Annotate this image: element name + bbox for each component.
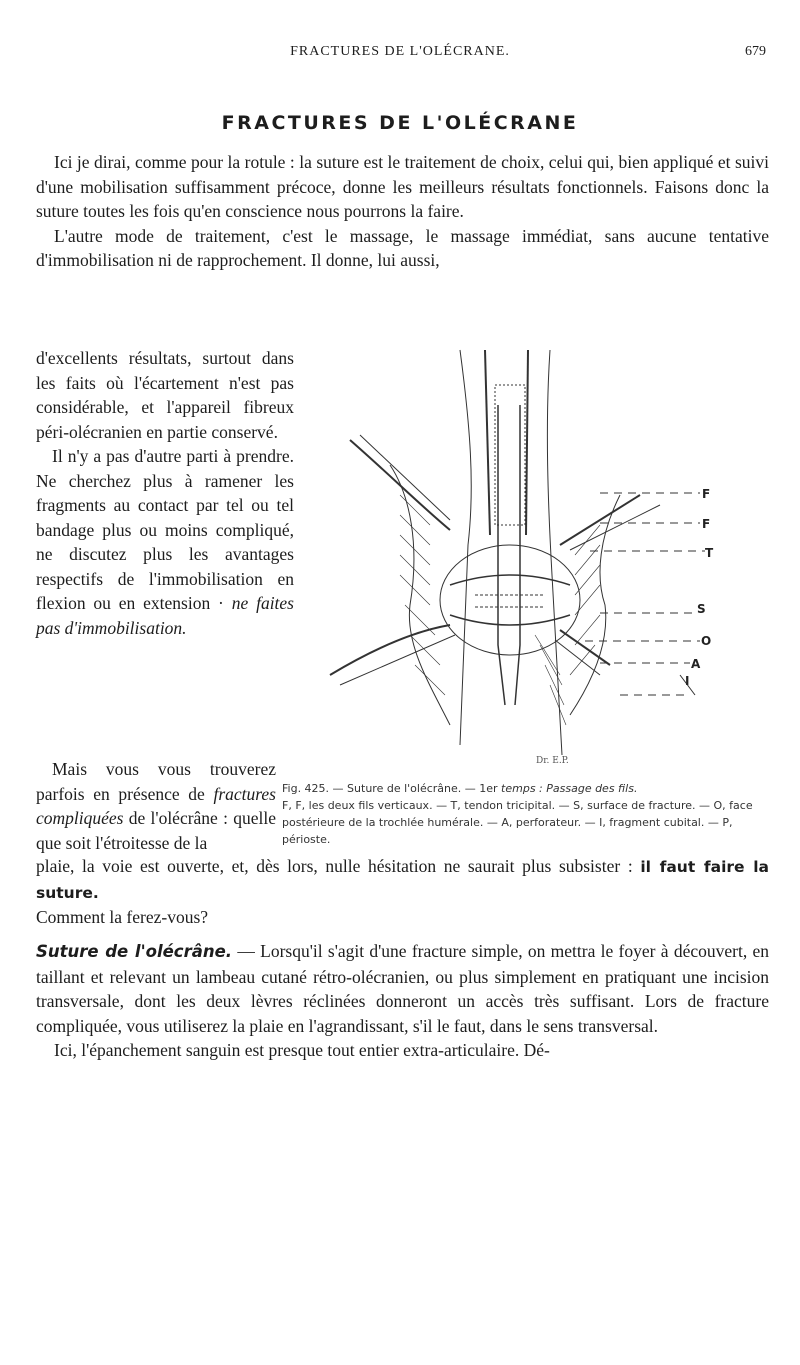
running-header xyxy=(0,44,800,68)
paragraph-4-start xyxy=(36,757,276,855)
running-title: FRACTURES DE L'OLÉCRANE. xyxy=(290,44,510,59)
figure-olecranon-suture xyxy=(300,345,770,775)
paragraph-3-italic: ne faites pas d'immobilisation. xyxy=(36,593,294,638)
paragraph-3 xyxy=(36,444,294,640)
label-f1: F xyxy=(702,487,711,501)
label-a: A xyxy=(691,657,701,671)
wrapped-text-column-2 xyxy=(36,757,276,855)
caption-title-italic: temps : Passage des fils. xyxy=(501,782,638,795)
paragraph-4-italic: fractures compliquées xyxy=(36,783,276,828)
paragraph-1: Ici je dirai, comme pour la rotule : la suture est le traitement de choix, celui qui, bien appliqué et suivi d'une mobilisation suffisamment précoce, donne les meilleurs résultats fonctionnels. Faisons donc la suture toutes les fois qu'en conscience nous pourrons la faire. xyxy=(36,152,769,221)
caption-title xyxy=(282,780,774,797)
intro-paragraphs xyxy=(36,150,769,273)
section-paragraph-2: Ici, l'épanchement sanguin est presque tout entier extra-articulaire. Dé- xyxy=(54,1040,550,1060)
paragraph-2-full: L'autre mode de traitement, c'est le massage, le massage immédiat, sans aucune tentative d'immobilisation ni de rapprochement. Il donne, lui aussi, xyxy=(36,225,769,270)
section-heading: Suture de l'olécrâne. xyxy=(36,942,233,961)
label-t: T xyxy=(705,546,714,560)
paragraph-3-text: Il n'y a pas d'autre parti à prendre. Ne cherchez plus à ramener les fragments au contact par tel ou tel bandage plus ou moins compliqué, ne discutez plus les avantages respectifs de l'immobilisation en flexion ou en extension · xyxy=(36,446,294,613)
paragraph-4-text-a: Mais vous vous trouverez parfois en présence de xyxy=(36,759,276,804)
figure-illustration xyxy=(300,345,770,775)
label-s: S xyxy=(697,602,706,616)
paragraph-4-text-d: Comment la ferez-vous? xyxy=(36,907,209,927)
label-f2: F xyxy=(702,517,711,531)
paragraph-4-text-b: de l'olécrâne : quelle que soit l'étroitesse de la xyxy=(36,808,276,853)
wrapped-text-column xyxy=(36,346,294,640)
label-o: O xyxy=(701,634,712,648)
caption-title-text: — Suture de l'olécrâne. — 1er xyxy=(329,782,502,795)
paragraph-2-wrap: d'excellents résultats, surtout dans les faits où l'écartement n'est pas considérable, et l'appareil fibreux péri-olécranien en partie conservé. xyxy=(36,348,294,442)
caption-fig-number: Fig. 425. xyxy=(282,782,330,795)
section-paragraph-1-text: — Lorsqu'il s'agit d'une fracture simple, on mettra le foyer à découvert, en taillant et relevant un lambeau cutané rétro-olécranien, ou plus simplement en pratiquant une incision transversale, dont les deux lèvres réclinées donneront un accès très suffisant. Lors de fracture compliquée, vous utiliserez la plaie en l'agrandissant, s'il le faut, dans le sens transversal. xyxy=(36,941,769,1036)
paragraph-4-text-c: plaie, la voie est ouverte, et, dès lors, nulle hésitation ne saurait plus subsister : xyxy=(36,856,641,876)
section-paragraph-1 xyxy=(36,939,769,1038)
paragraph-4-end xyxy=(36,854,769,930)
section-suture xyxy=(36,939,769,1063)
figure-caption xyxy=(282,780,774,848)
caption-legend: F, F, les deux fils verticaux. — T, tendon tricipital. — S, surface de fracture. — O, face postérieure de la trochlée humérale. — A, perforateur. — I, fragment cubital. — P, périoste. xyxy=(282,799,753,846)
paragraph-4-continued xyxy=(36,854,769,930)
paragraph-4-bold: il faut faire la suture. xyxy=(36,858,769,902)
page-number: 679 xyxy=(745,44,766,59)
label-i: I xyxy=(685,674,690,688)
chapter-title: FRACTURES DE L'OLÉCRANE xyxy=(221,112,579,134)
artist-signature: Dr. E.P. xyxy=(536,756,569,766)
